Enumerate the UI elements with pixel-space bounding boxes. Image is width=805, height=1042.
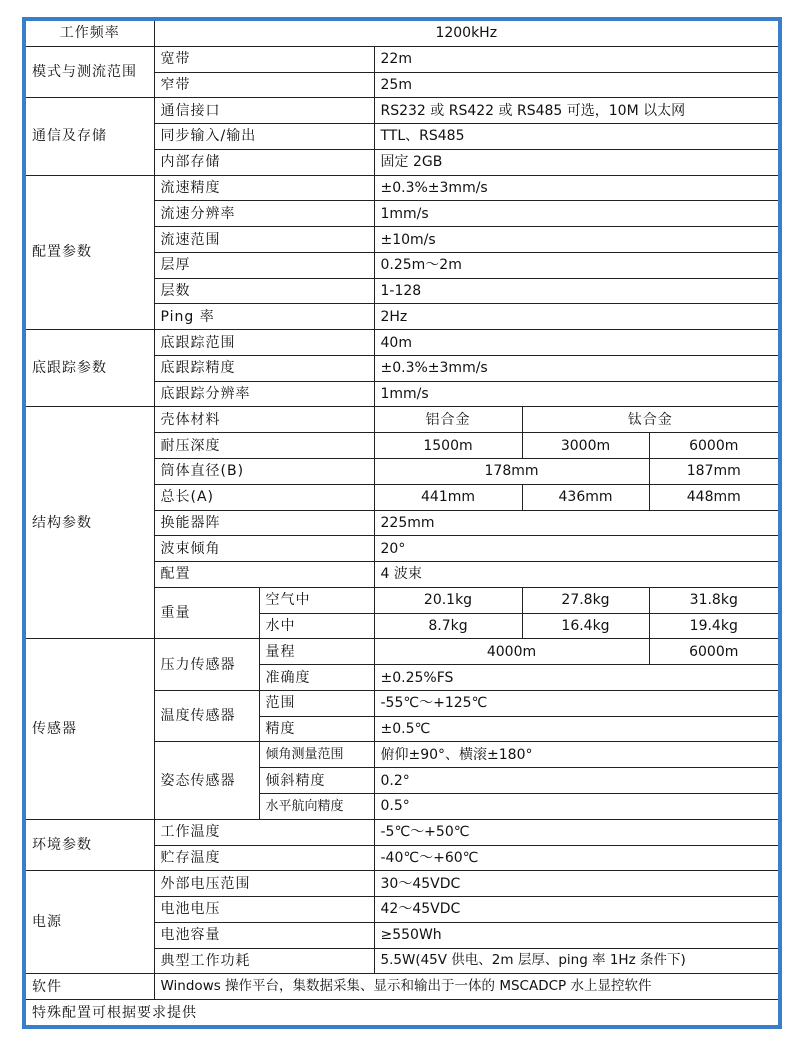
row-value: 俯仰±90°、横滚±180° xyxy=(374,742,778,768)
row-value: ±0.25%FS xyxy=(374,665,778,691)
row-value: 225mm xyxy=(374,510,778,536)
diameter-value: 187mm xyxy=(649,459,778,485)
row-label: 典型工作功耗 xyxy=(154,948,374,974)
weight-value: 20.1kg xyxy=(374,587,522,613)
row-label: 倾斜精度 xyxy=(259,768,374,794)
spec-table-frame xyxy=(22,17,782,1029)
row-label: 换能器阵 xyxy=(154,510,374,536)
freq-label: 工作频率 xyxy=(26,21,154,46)
row-label: 范围 xyxy=(259,690,374,716)
weight-air-label: 空气中 xyxy=(259,587,374,613)
row-label: 水平航向精度 xyxy=(259,793,374,819)
row-freq xyxy=(26,21,778,46)
pressure-sensor-label: 压力传感器 xyxy=(154,639,259,691)
row-value: 0.2° xyxy=(374,768,778,794)
row-label: 通信接口 xyxy=(154,98,374,124)
row-label: 配置 xyxy=(154,562,374,588)
note: 特殊配置可根据要求提供 xyxy=(26,1000,778,1025)
row-label: 波束倾角 xyxy=(154,536,374,562)
row-value: RS232 或 RS422 或 RS485 可选，10M 以太网 xyxy=(374,98,778,124)
table-row xyxy=(26,1000,778,1025)
config-label: 配置参数 xyxy=(26,175,154,330)
mode-label: 模式与测流范围 xyxy=(26,46,154,98)
row-label: 层厚 xyxy=(154,252,374,278)
row-value: -5℃～+50℃ xyxy=(374,819,778,845)
row-value: -55℃～+125℃ xyxy=(374,690,778,716)
weight-value: 27.8kg xyxy=(522,587,649,613)
weight-value: 31.8kg xyxy=(649,587,778,613)
table-row xyxy=(26,46,778,72)
row-value: 20° xyxy=(374,536,778,562)
row-value: 0.25m～2m xyxy=(374,252,778,278)
row-value: 1mm/s xyxy=(374,201,778,227)
row-value: ±0.5℃ xyxy=(374,716,778,742)
row-label: 准确度 xyxy=(259,665,374,691)
row-label: 底跟踪分辨率 xyxy=(154,381,374,407)
weight-label: 重量 xyxy=(154,587,259,639)
row-label: Ping 率 xyxy=(154,304,374,330)
row-label: 倾角测量范围 xyxy=(259,742,374,768)
weight-value: 19.4kg xyxy=(649,613,778,639)
row-label: 贮存温度 xyxy=(154,845,374,871)
row-label: 窄带 xyxy=(154,72,374,98)
material-titanium: 钛合金 xyxy=(522,407,778,433)
table-row xyxy=(26,819,778,845)
depth-value: 3000m xyxy=(522,433,649,459)
row-label: 工作温度 xyxy=(154,819,374,845)
row-value: TTL、RS485 xyxy=(374,124,778,150)
row-label: 内部存储 xyxy=(154,149,374,175)
row-label: 层数 xyxy=(154,278,374,304)
row-value: 6000m xyxy=(649,639,778,665)
row-value: 22m xyxy=(374,46,778,72)
bottom-label: 底跟踪参数 xyxy=(26,330,154,407)
material-label: 壳体材料 xyxy=(154,407,374,433)
row-value: 42～45VDC xyxy=(374,897,778,923)
length-value: 436mm xyxy=(522,484,649,510)
weight-value: 8.7kg xyxy=(374,613,522,639)
row-label: 量程 xyxy=(259,639,374,665)
diameter-value: 178mm xyxy=(374,459,649,485)
table-row xyxy=(26,407,778,433)
depth-value: 6000m xyxy=(649,433,778,459)
struct-label: 结构参数 xyxy=(26,407,154,639)
row-value: ±0.3%±3mm/s xyxy=(374,175,778,201)
table-row xyxy=(26,974,778,1000)
weight-water-label: 水中 xyxy=(259,613,374,639)
row-value: -40℃～+60℃ xyxy=(374,845,778,871)
length-label: 总长(A) xyxy=(154,484,374,510)
row-label: 电池容量 xyxy=(154,922,374,948)
row-label: 流速范围 xyxy=(154,227,374,253)
row-label: 底跟踪范围 xyxy=(154,330,374,356)
row-value: 4 波束 xyxy=(374,562,778,588)
depth-value: 1500m xyxy=(374,433,522,459)
row-value: ≥550Wh xyxy=(374,922,778,948)
row-value: 0.5° xyxy=(374,793,778,819)
temperature-sensor-label: 温度传感器 xyxy=(154,690,259,742)
material-aluminum: 铝合金 xyxy=(374,407,522,433)
sensors-label: 传感器 xyxy=(26,639,154,819)
row-label: 同步输入/输出 xyxy=(154,124,374,150)
row-value: 30～45VDC xyxy=(374,871,778,897)
comm-label: 通信及存储 xyxy=(26,98,154,175)
power-label: 电源 xyxy=(26,871,154,974)
software-label: 软件 xyxy=(26,974,154,1000)
env-label: 环境参数 xyxy=(26,819,154,871)
row-label: 流速分辨率 xyxy=(154,201,374,227)
table-row xyxy=(26,871,778,897)
table-row xyxy=(26,639,778,665)
weight-value: 16.4kg xyxy=(522,613,649,639)
row-value: ±10m/s xyxy=(374,227,778,253)
table-row xyxy=(26,330,778,356)
depth-label: 耐压深度 xyxy=(154,433,374,459)
row-value: 2Hz xyxy=(374,304,778,330)
length-value: 441mm xyxy=(374,484,522,510)
diameter-label: 筒体直径(B) xyxy=(154,459,374,485)
row-value: ±0.3%±3mm/s xyxy=(374,355,778,381)
spec-table xyxy=(26,21,778,1025)
row-label: 电池电压 xyxy=(154,897,374,923)
table-row xyxy=(26,98,778,124)
freq-value: 1200kHz xyxy=(154,21,778,46)
row-value: 1-128 xyxy=(374,278,778,304)
row-label: 精度 xyxy=(259,716,374,742)
software-value: Windows 操作平台，集数据采集、显示和输出于一体的 MSCADCP 水上显控软件 xyxy=(154,974,778,1000)
row-value: 1mm/s xyxy=(374,381,778,407)
row-label: 外部电压范围 xyxy=(154,871,374,897)
row-value: 25m xyxy=(374,72,778,98)
row-value: 40m xyxy=(374,330,778,356)
row-label: 底跟踪精度 xyxy=(154,355,374,381)
row-value: 4000m xyxy=(374,639,649,665)
attitude-sensor-label: 姿态传感器 xyxy=(154,742,259,819)
length-value: 448mm xyxy=(649,484,778,510)
row-label: 宽带 xyxy=(154,46,374,72)
table-row xyxy=(26,175,778,201)
row-value: 固定 2GB xyxy=(374,149,778,175)
row-label: 流速精度 xyxy=(154,175,374,201)
row-value: 5.5W(45V 供电、2m 层厚、ping 率 1Hz 条件下) xyxy=(374,948,778,974)
